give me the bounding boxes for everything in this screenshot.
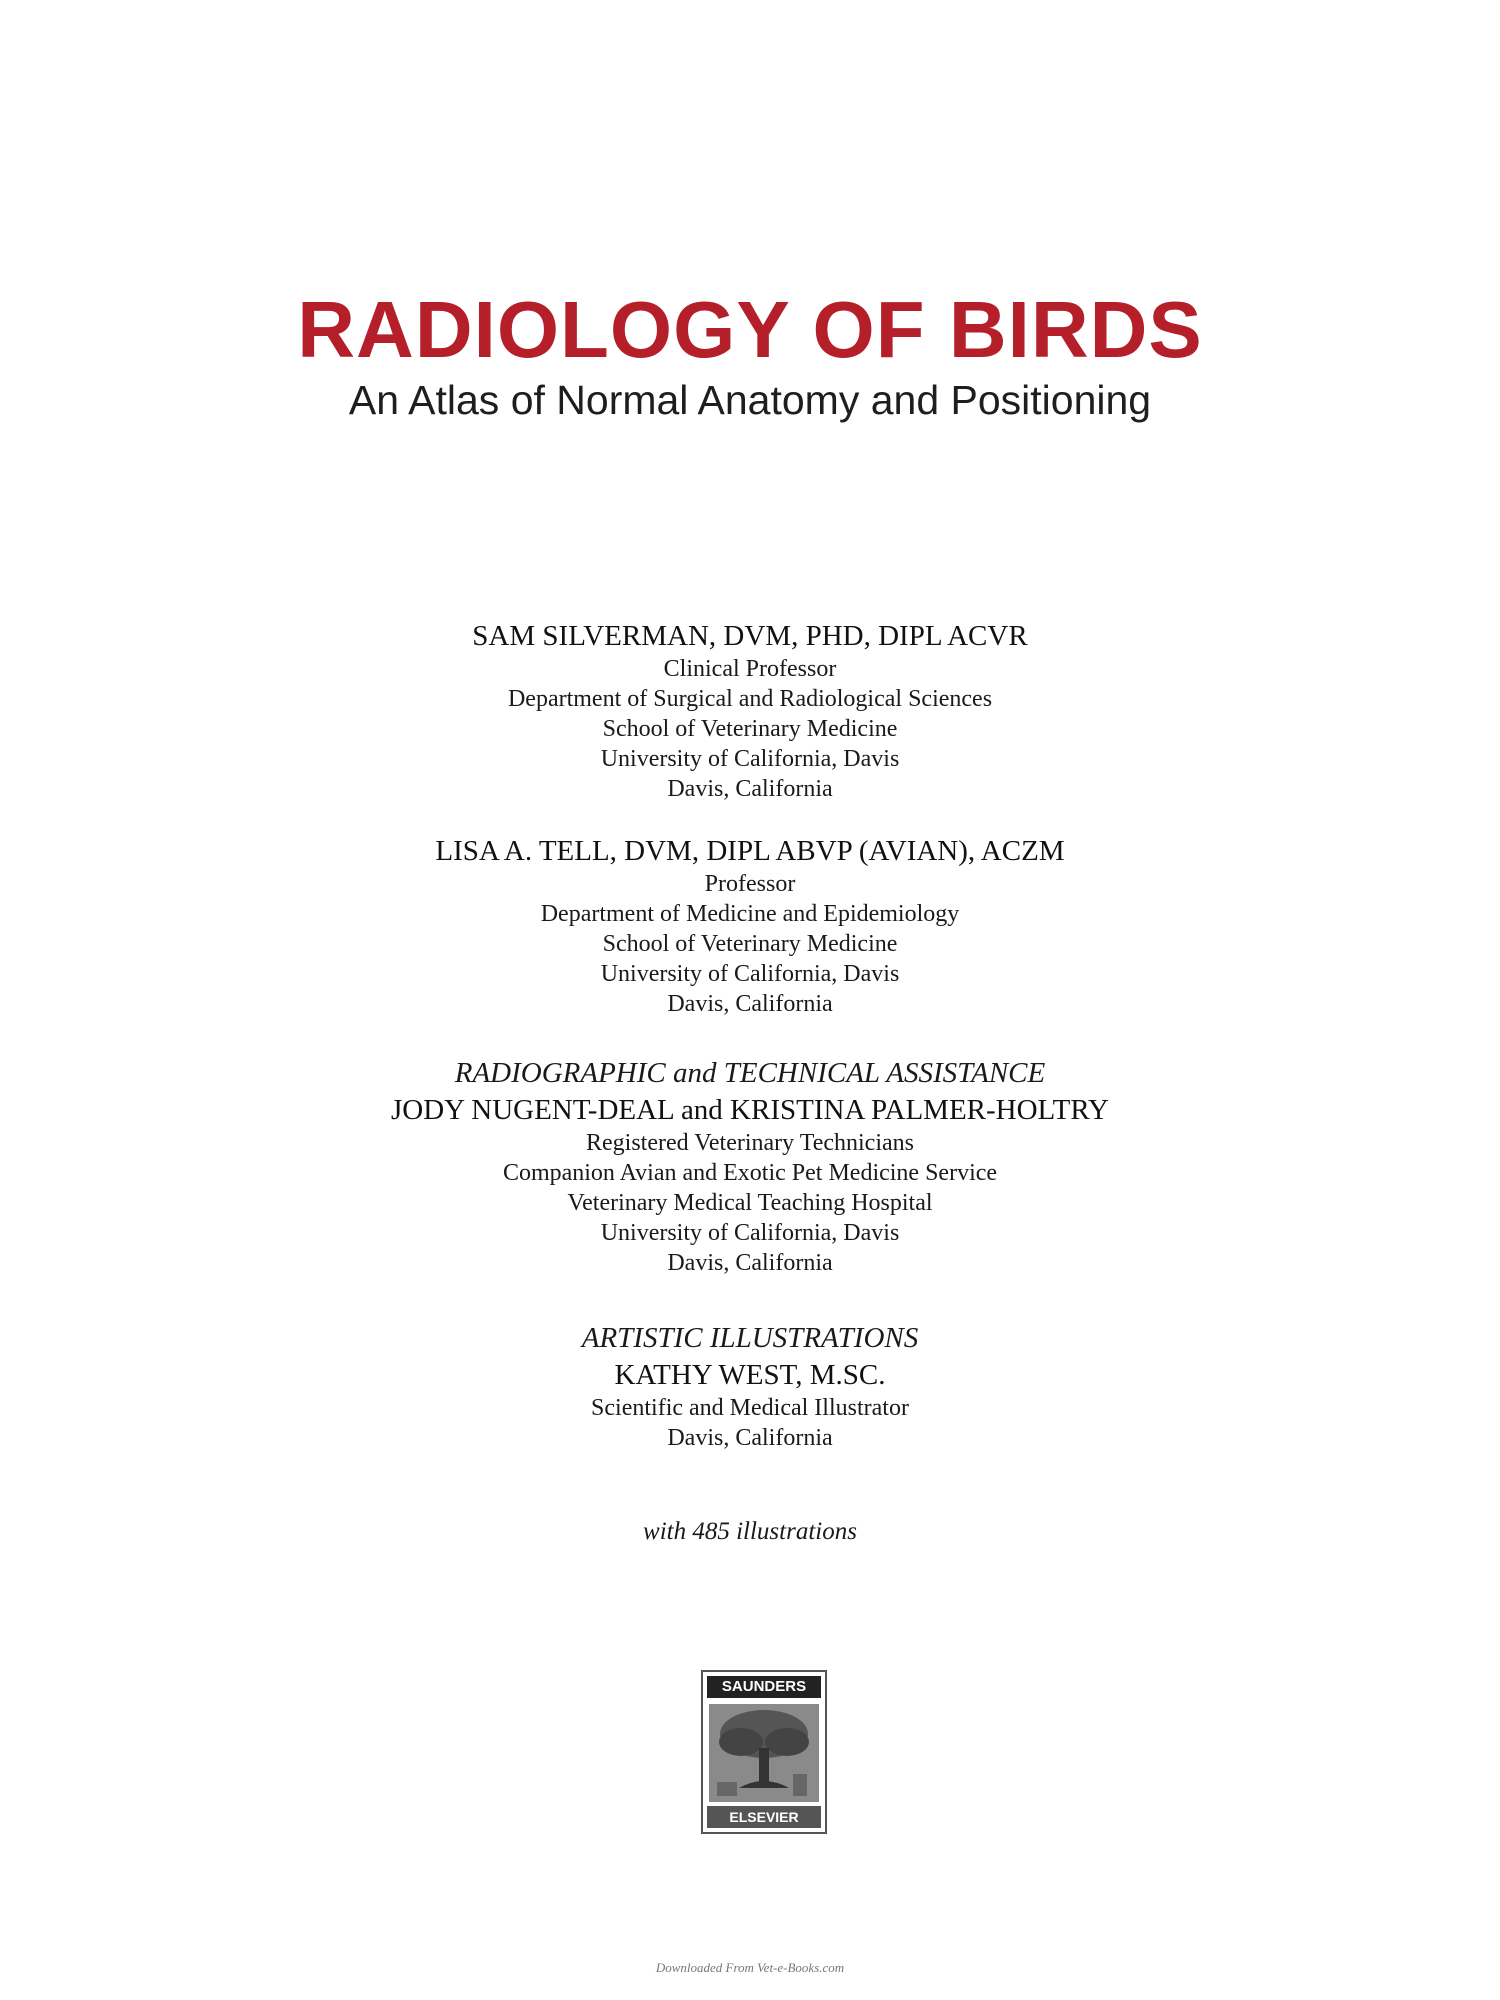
artistic-block [0, 1319, 1500, 1453]
publisher-logo [701, 1670, 827, 1834]
logo-top-text: SAUNDERS [707, 1676, 821, 1698]
contributor-names: JODY NUGENT-DEAL and KRISTINA PALMER-HOLTRY [390, 1094, 1110, 1126]
author-line: Professor [704, 871, 796, 897]
contributor-line: Companion Avian and Exotic Pet Medicine Service [502, 1160, 998, 1186]
author-line: University of California, Davis [600, 746, 900, 772]
tree-icon [709, 1704, 819, 1802]
section-heading: RADIOGRAPHIC and TECHNICAL ASSISTANCE [454, 1057, 1046, 1089]
author-name: LISA A. TELL, DVM, DIPL ABVP (AVIAN), ACZM [435, 835, 1065, 867]
book-subtitle: An Atlas of Normal Anatomy and Positioning [348, 377, 1152, 423]
author-block-1 [0, 618, 1500, 804]
logo-bottom-text: ELSEVIER [707, 1806, 821, 1828]
contributor-line: Davis, California [667, 1250, 833, 1276]
author-line: Davis, California [667, 991, 833, 1017]
radiographic-block [0, 1054, 1500, 1278]
illustrations-note: with 485 illustrations [643, 1518, 857, 1545]
download-watermark: Downloaded From Vet-e-Books.com [655, 1960, 845, 1975]
illustrator-name: KATHY WEST, M.SC. [614, 1359, 886, 1391]
author-line: School of Veterinary Medicine [602, 931, 898, 957]
author-name: SAM SILVERMAN, DVM, PHD, DIPL ACVR [472, 620, 1028, 652]
author-line: Department of Surgical and Radiological Sciences [507, 686, 993, 712]
contributor-line: Veterinary Medical Teaching Hospital [567, 1190, 933, 1216]
author-line: Davis, California [667, 776, 833, 802]
section-heading: ARTISTIC ILLUSTRATIONS [581, 1322, 919, 1354]
author-line: Clinical Professor [663, 656, 837, 682]
author-line: Department of Medicine and Epidemiology [540, 901, 960, 927]
contributor-line: University of California, Davis [600, 1220, 900, 1246]
author-line: School of Veterinary Medicine [602, 716, 898, 742]
contributor-line: Registered Veterinary Technicians [586, 1130, 914, 1156]
illustrator-line: Davis, California [667, 1425, 833, 1451]
author-block-2 [0, 833, 1500, 1019]
illustrator-line: Scientific and Medical Illustrator [591, 1395, 909, 1421]
book-title: RADIOLOGY OF BIRDS [297, 285, 1203, 374]
author-line: University of California, Davis [600, 961, 900, 987]
